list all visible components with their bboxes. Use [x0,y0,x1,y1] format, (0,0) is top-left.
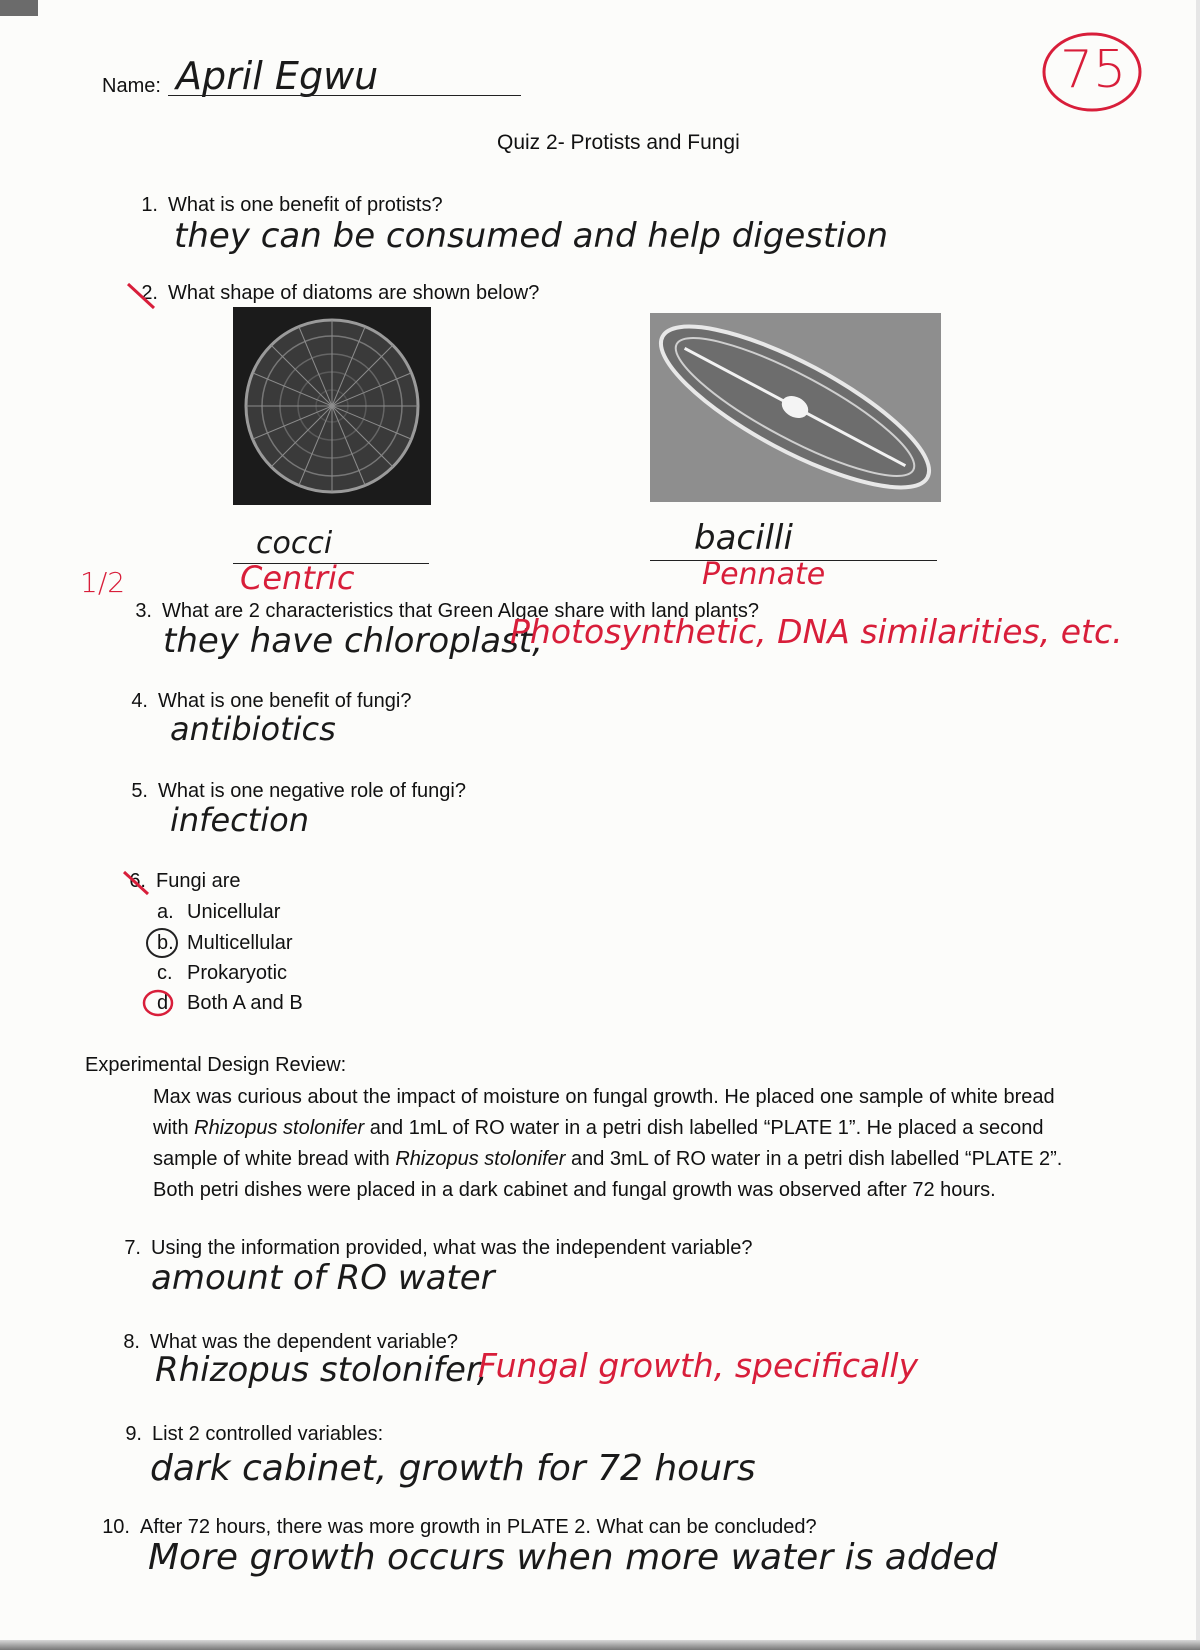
option-c [157,961,287,985]
answer-8: Rhizopus stolonifer, [155,1350,488,1390]
option-label: Unicellular [187,901,281,923]
answer-2-right: bacilli [694,518,793,558]
correction-2-left: Centric [240,559,355,597]
question-number: 5. [131,780,148,802]
question-text: After 72 hours, there was more growth in PLATE 2. What can be concluded? [140,1516,817,1538]
answer-5: infection [170,801,310,839]
answer-3: they have chloroplast, [163,621,543,661]
experiment-line-2: with Rhizopus stolonifer and 1mL of RO water in a petri dish labelled “PLATE 1”. He placed a second [153,1117,1044,1139]
option-letter: b. [157,932,174,954]
question-5 [118,779,466,803]
option-letter: c. [157,962,173,984]
answer-10: More growth occurs when more water is added [148,1537,998,1578]
question-text: What is one benefit of protists? [168,194,443,216]
question-text: What is one benefit of fungi? [158,690,412,712]
option-letter: d. [157,992,174,1014]
question-number: 1. [141,194,158,216]
scan-edge-right [1196,0,1200,1650]
answer-7: amount of RO water [151,1258,495,1298]
question-2 [128,281,539,305]
selected-answer-circle-icon [144,926,180,960]
name-label: Name: [102,75,161,97]
correction-8: Fungal growth, specifically [478,1346,919,1385]
pennate-diatom-image [650,313,941,502]
question-text: What is one negative role of fungi? [158,780,466,802]
question-number: 8. [123,1331,140,1353]
experiment-description [153,1082,1143,1206]
incorrect-mark-icon [118,868,154,898]
student-name: April Egwu [176,54,379,98]
question-number: 7. [124,1237,141,1259]
option-a [157,900,280,924]
scan-corner [0,0,38,16]
experiment-line-4: Both petri dishes were placed in a dark cabinet and fungal growth was observed after 72 hours. [153,1179,996,1201]
option-label: Both A and B [187,992,303,1014]
correction-3: Photosynthetic, DNA similarities, etc. [510,612,1123,651]
incorrect-mark-icon [124,278,160,312]
option-label: Multicellular [187,932,293,954]
option-d [157,991,303,1015]
question-text: What shape of diatoms are shown below? [168,282,540,304]
scan-edge-bottom [0,1640,1200,1650]
centric-diatom-image [233,307,431,505]
question-number: 3. [135,600,152,622]
question-text: What are 2 characteristics that Green Algae share with land plants? [162,600,759,622]
answer-9: dark cabinet, growth for 72 hours [150,1448,756,1489]
experiment-heading: Experimental Design Review: [85,1054,347,1076]
experiment-line-3: sample of white bread with Rhizopus stolonifer and 3mL of RO water in a petri dish labelled “PLATE 2”. [153,1148,1063,1170]
question-1 [128,193,443,217]
question-number: 6. [129,870,146,892]
question-9 [112,1422,383,1446]
question-text: Fungi are [156,870,241,892]
answer-1: they can be consumed and help digestion [174,216,889,256]
option-label: Prokaryotic [187,962,288,984]
option-letter: a. [157,901,174,923]
answer-4: antibiotics [170,710,336,748]
question-7 [111,1236,752,1260]
question-text: What was the dependent variable? [150,1331,458,1353]
name-underline [168,95,521,96]
score-value: 75 [1060,40,1127,100]
quiz-title: Quiz 2- Protists and Fungi [497,131,740,154]
correction-2-right: Pennate [702,557,826,592]
question-number: 10. [102,1516,130,1538]
question-number: 2. [141,282,158,304]
question-text: List 2 controlled variables: [152,1423,384,1445]
question-text: Using the information provided, what was the independent variable? [151,1237,753,1259]
question-number: 9. [125,1423,142,1445]
question-number: 4. [131,690,148,712]
experiment-line-1: Max was curious about the impact of moisture on fungal growth. He placed one sample of white bread [153,1086,1055,1108]
score-mark-3: 1/2 [80,566,126,599]
answer-2-left: cocci [256,526,333,561]
correct-answer-circle-icon [140,987,176,1019]
question-10 [100,1515,817,1539]
